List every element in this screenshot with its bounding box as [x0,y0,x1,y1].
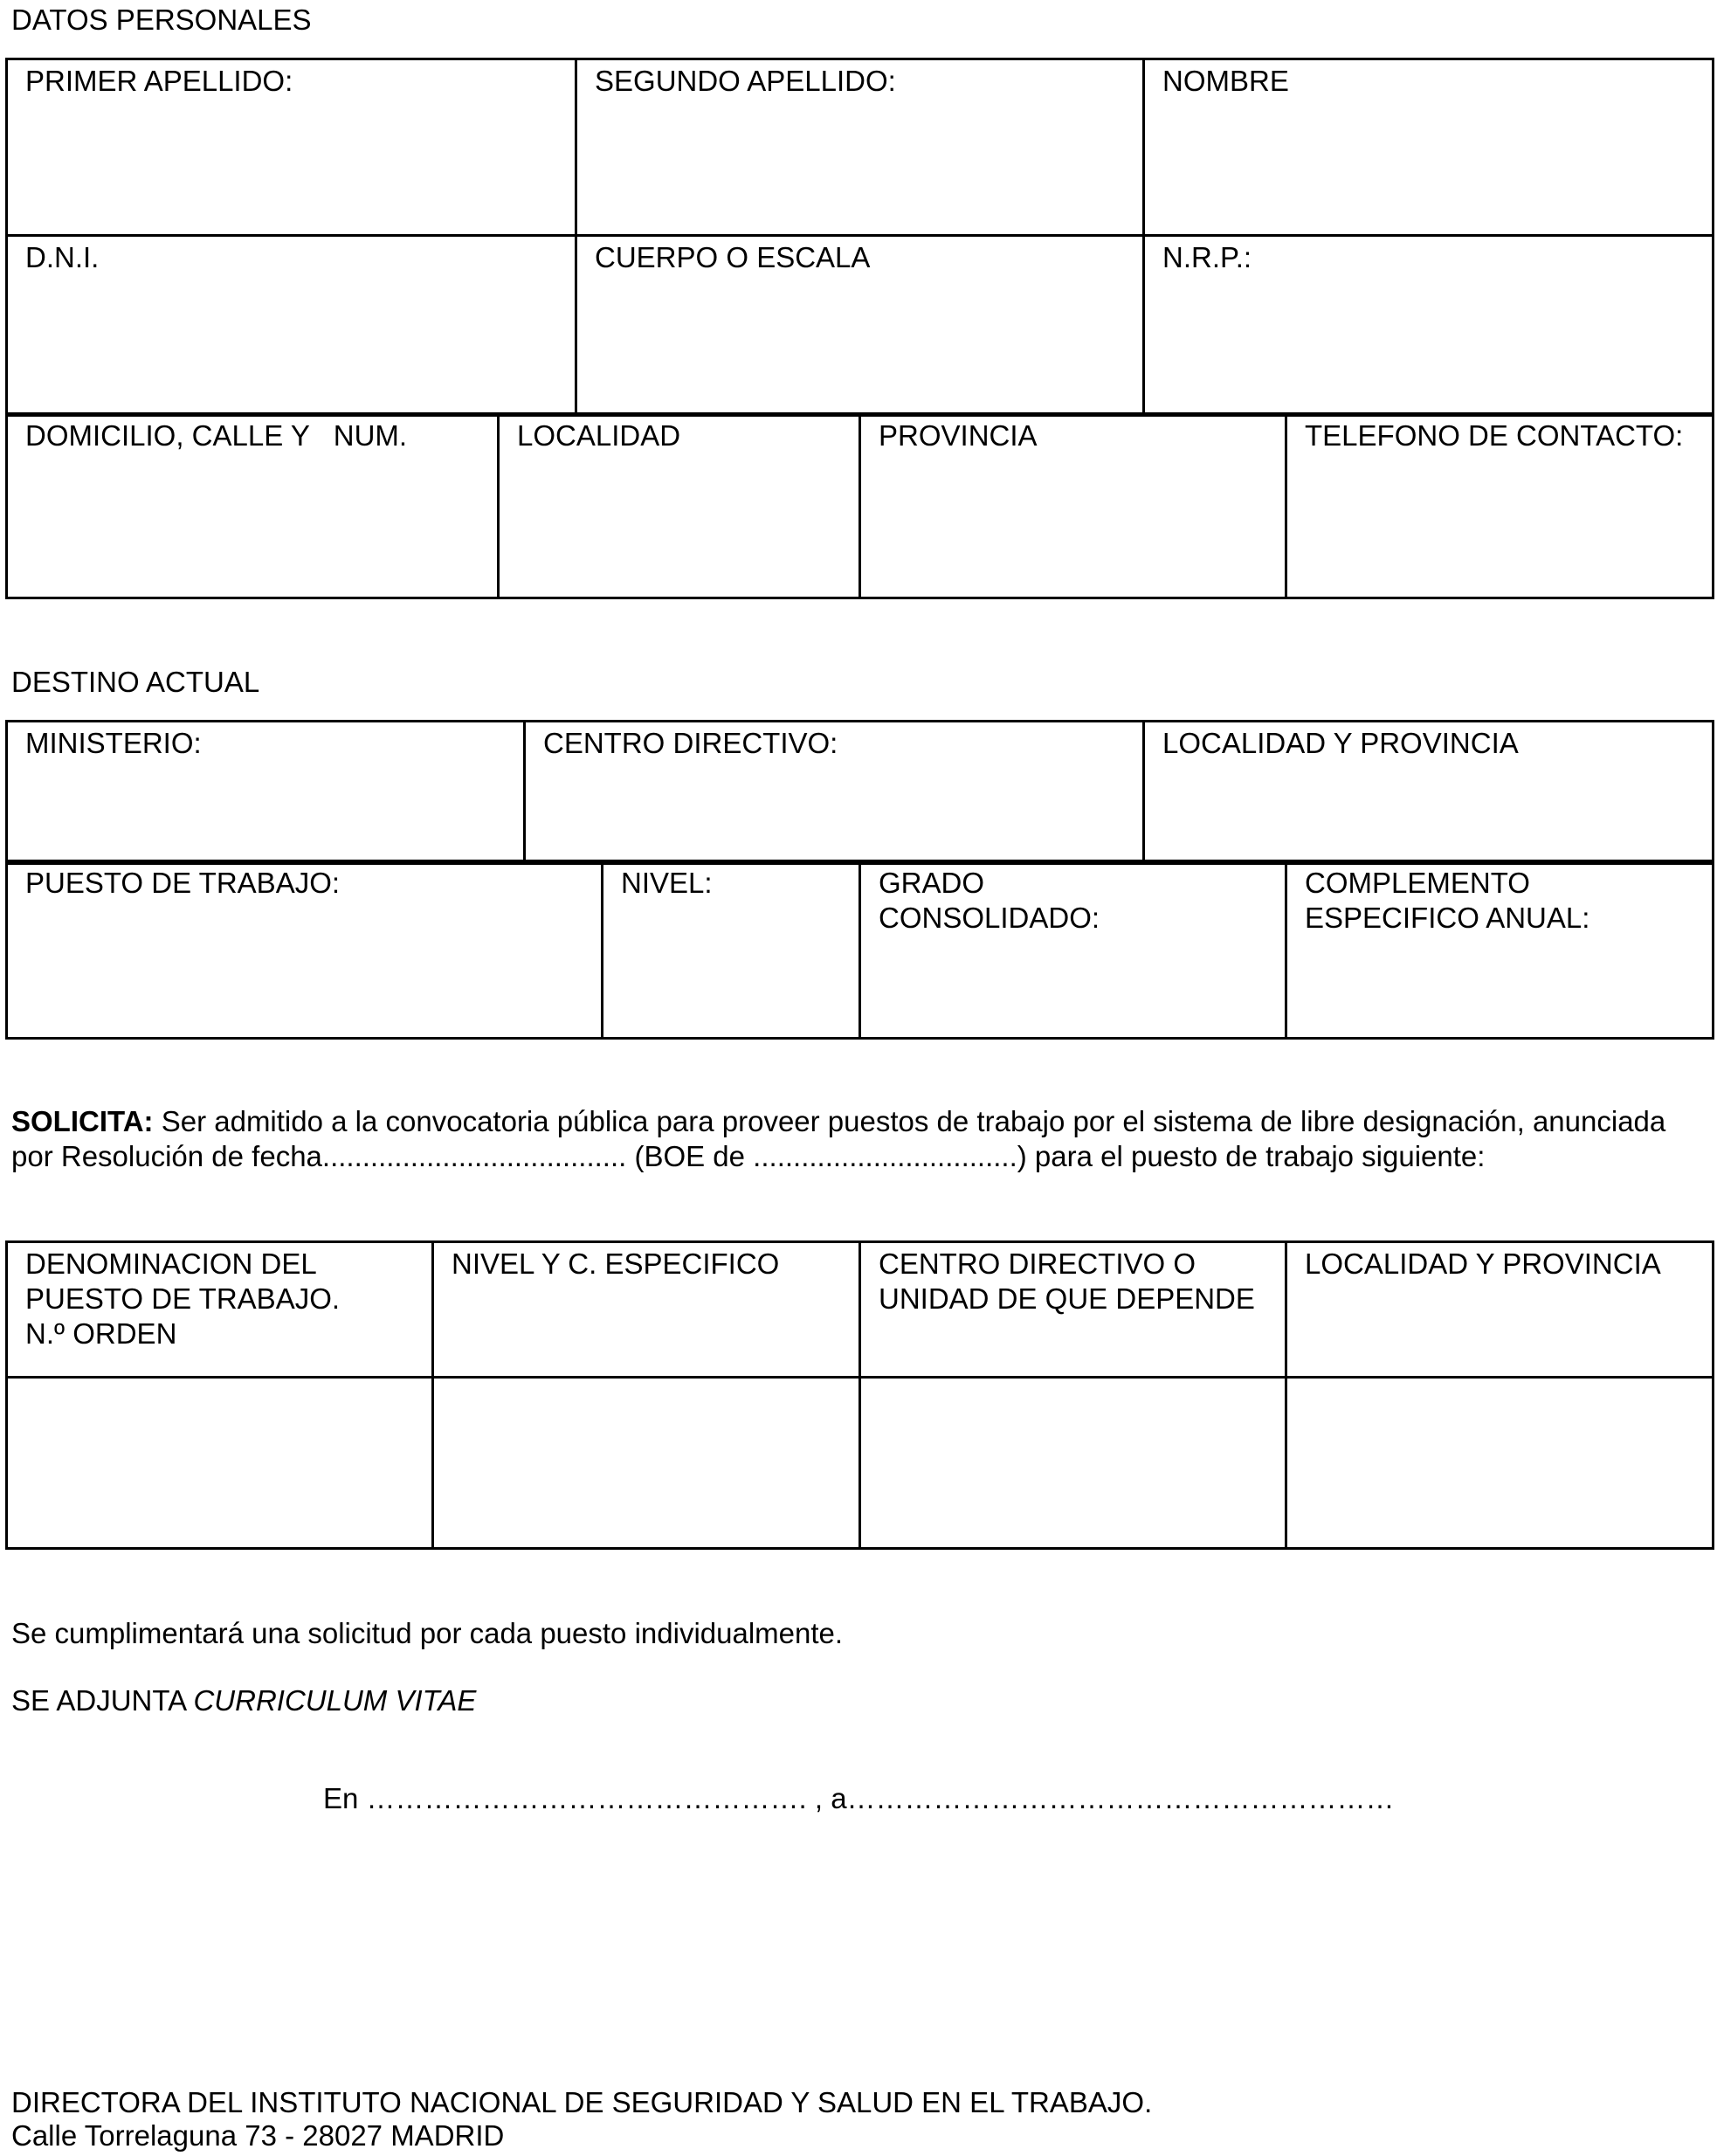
personal-data-table [5,58,1714,417]
personal-address-table [5,412,1714,599]
field-corps-scale[interactable]: CUERPO O ESCALA [576,236,1144,416]
note-attach [11,1683,476,1718]
field-ministry[interactable]: MINISTERIO: [7,722,525,864]
section-title-personal: DATOS PERSONALES [11,3,312,36]
field-name[interactable]: NOMBRE [1144,59,1714,236]
field-annual-specific-complement[interactable]: COMPLEMENTO ESPECIFICO ANUAL: [1286,861,1714,1039]
header-directive-unit: CENTRO DIRECTIVO O UNIDAD DE QUE DEPENDE [860,1242,1286,1378]
field-directive-center[interactable]: CENTRO DIRECTIVO: [525,722,1144,864]
request-label: SOLICITA: [11,1105,154,1137]
field-second-surname[interactable]: SEGUNDO APELLIDO: [576,59,1144,236]
input-directive-unit[interactable] [860,1378,1286,1549]
field-current-locality-province[interactable]: LOCALIDAD Y PROVINCIA [1144,722,1714,864]
input-locality-province[interactable] [1286,1378,1714,1549]
request-paragraph [11,1104,1697,1174]
field-phone[interactable]: TELEFONO DE CONTACTO: [1286,414,1714,598]
requested-positions-table [5,1240,1714,1550]
footer-addressee: DIRECTORA DEL INSTITUTO NACIONAL DE SEGURIDAD Y SALUD EN EL TRABAJO. [11,2086,1153,2118]
section-title-current: DESTINO ACTUAL [11,666,260,698]
field-locality[interactable]: LOCALIDAD [499,414,860,598]
input-position-name[interactable] [7,1378,433,1549]
input-level-specific[interactable] [433,1378,860,1549]
field-address[interactable]: DOMICILIO, CALLE Y NUM. [7,414,499,598]
field-level[interactable]: NIVEL: [603,861,860,1039]
field-job-position[interactable]: PUESTO DE TRABAJO: [7,861,603,1039]
request-line-2: por Resolución de fecha...................................... (BOE de .................................) para el puesto de trabajo siguiente: [11,1140,1486,1172]
note-individual: Se cumplimentará una solicitud por cada puesto individualmente. [11,1617,844,1649]
field-consolidated-grade[interactable]: GRADO CONSOLIDADO: [860,861,1286,1039]
field-province[interactable]: PROVINCIA [860,414,1286,598]
note-attach-prefix: SE ADJUNTA [11,1684,194,1717]
header-level-specific: NIVEL Y C. ESPECIFICO [433,1242,860,1378]
field-dni[interactable]: D.N.I. [7,236,576,416]
current-post-table-2 [5,860,1714,1040]
header-locality-province: LOCALIDAD Y PROVINCIA [1286,1242,1714,1378]
note-attach-cv: CURRICULUM VITAE [193,1684,477,1717]
request-line-1: Ser admitido a la convocatoria pública para proveer puestos de trabajo por el sistema de libre designación, anunciada [153,1105,1666,1137]
current-post-table-1 [5,720,1714,865]
footer-address: Calle Torrelaguna 73 - 28027 MADRID [11,2119,505,2152]
header-position-name: DENOMINACION DEL PUESTO DE TRABAJO. N.º ORDEN [7,1242,433,1378]
field-nrp[interactable]: N.R.P.: [1144,236,1714,416]
signature-place-date[interactable]: En ………………………………………. , a………………………………………………… [323,1782,1395,1814]
field-first-surname[interactable]: PRIMER APELLIDO: [7,59,576,236]
